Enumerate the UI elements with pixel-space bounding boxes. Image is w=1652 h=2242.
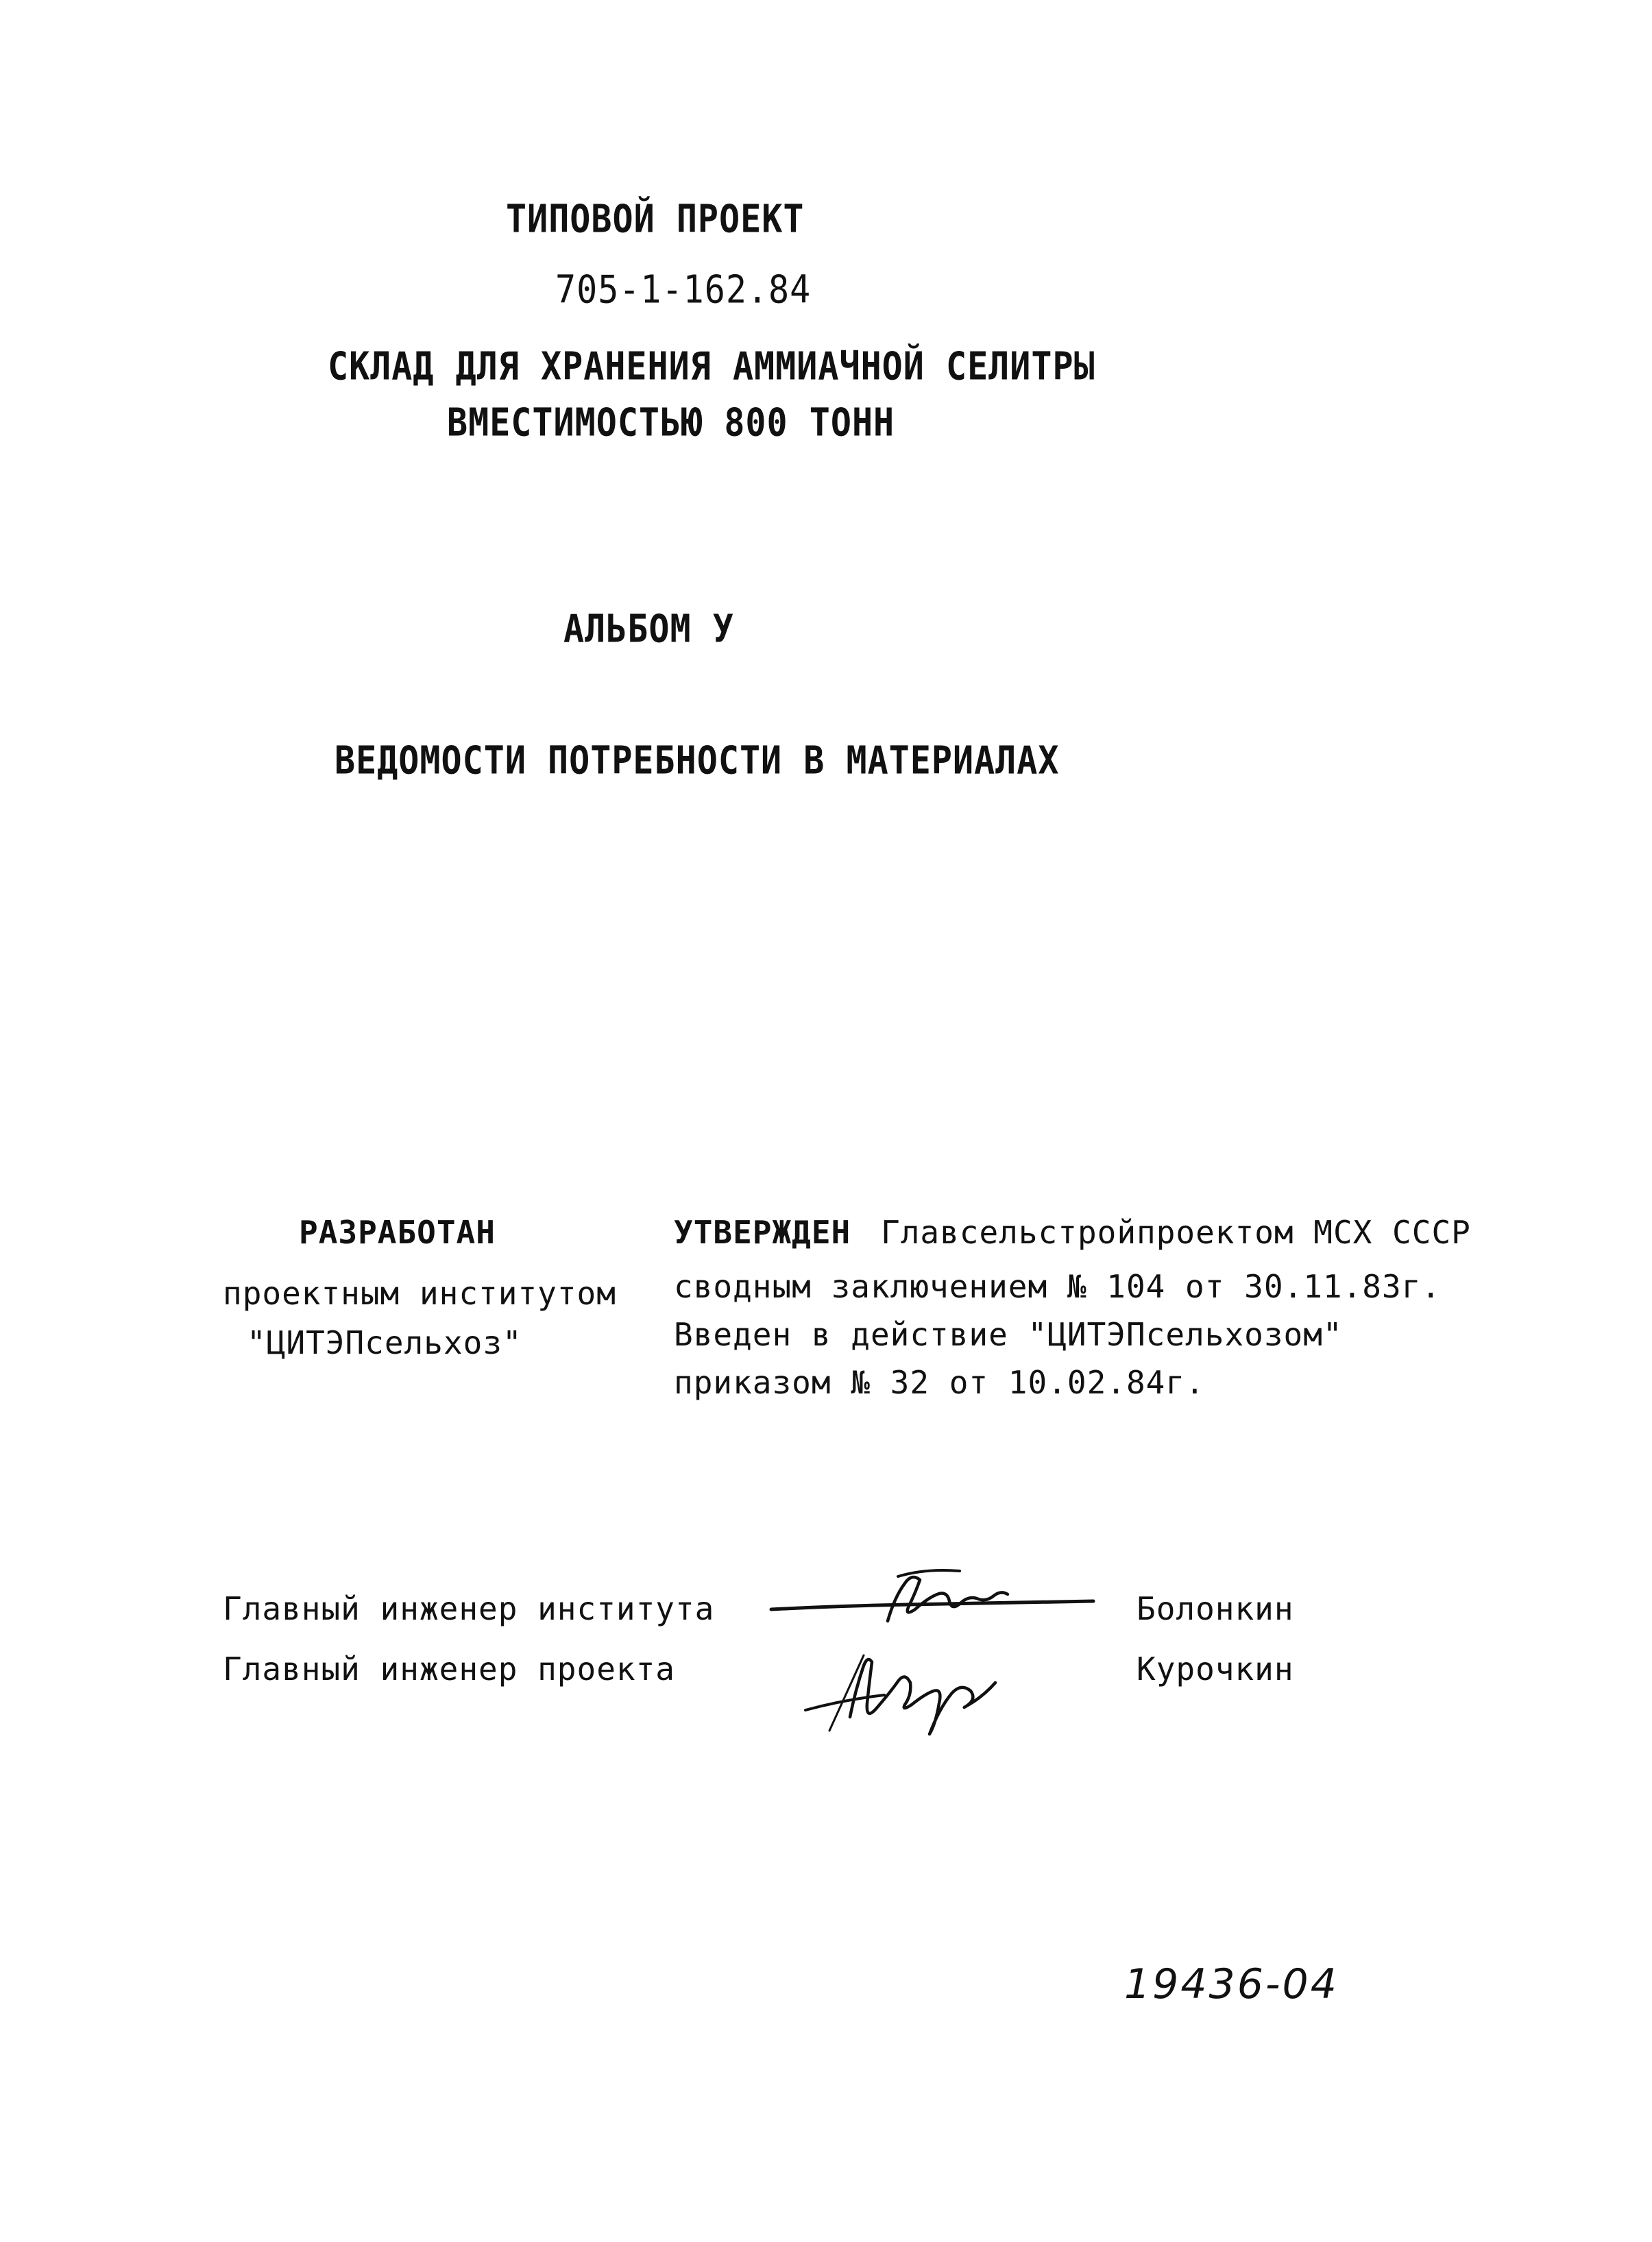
approved-line2: сводным заключением № 104 от 30.11.83г.	[674, 1268, 1442, 1305]
project-number: 705-1-162.84	[555, 267, 812, 312]
developed-institute-line1: проектным институтом	[223, 1275, 616, 1312]
album-subject: ВЕДОМОСТИ ПОТРЕБНОСТИ В МАТЕРИАЛАХ	[335, 738, 1060, 783]
project-title-line1: СКЛАД ДЛЯ ХРАНЕНИЯ АММИАЧНОЙ СЕЛИТРЫ	[328, 344, 1095, 389]
developed-label: РАЗРАБОТАН	[299, 1214, 496, 1251]
album-number: АЛЬБОМ У	[563, 607, 734, 651]
approved-label: УТВЕРЖДЕН	[674, 1214, 851, 1251]
signature-name-2: Курочкин	[1137, 1650, 1294, 1687]
signature-name-1: Болонкин	[1137, 1590, 1294, 1627]
developed-institute-line2: "ЦИТЭПсельхоз"	[247, 1324, 522, 1361]
approved-line1: Главсельстройпроектом МСХ СССР	[881, 1214, 1471, 1251]
project-type: ТИПОВОЙ ПРОЕКТ	[506, 197, 805, 241]
approved-line3: Введен в действие "ЦИТЭПсельхозом"	[674, 1316, 1343, 1353]
signature-role-1: Главный инженер института	[223, 1590, 715, 1627]
project-title-line2: ВМЕСТИМОСТЬЮ 800 ТОНН	[447, 400, 895, 445]
signature-role-2: Главный инженер проекта	[223, 1650, 675, 1687]
inventory-number: 19436-04	[1124, 1960, 1339, 2008]
approved-line4: приказом № 32 от 10.02.84г.	[674, 1364, 1205, 1401]
signature-2-icon	[802, 1628, 1028, 1738]
signature-1-icon	[768, 1556, 1110, 1638]
